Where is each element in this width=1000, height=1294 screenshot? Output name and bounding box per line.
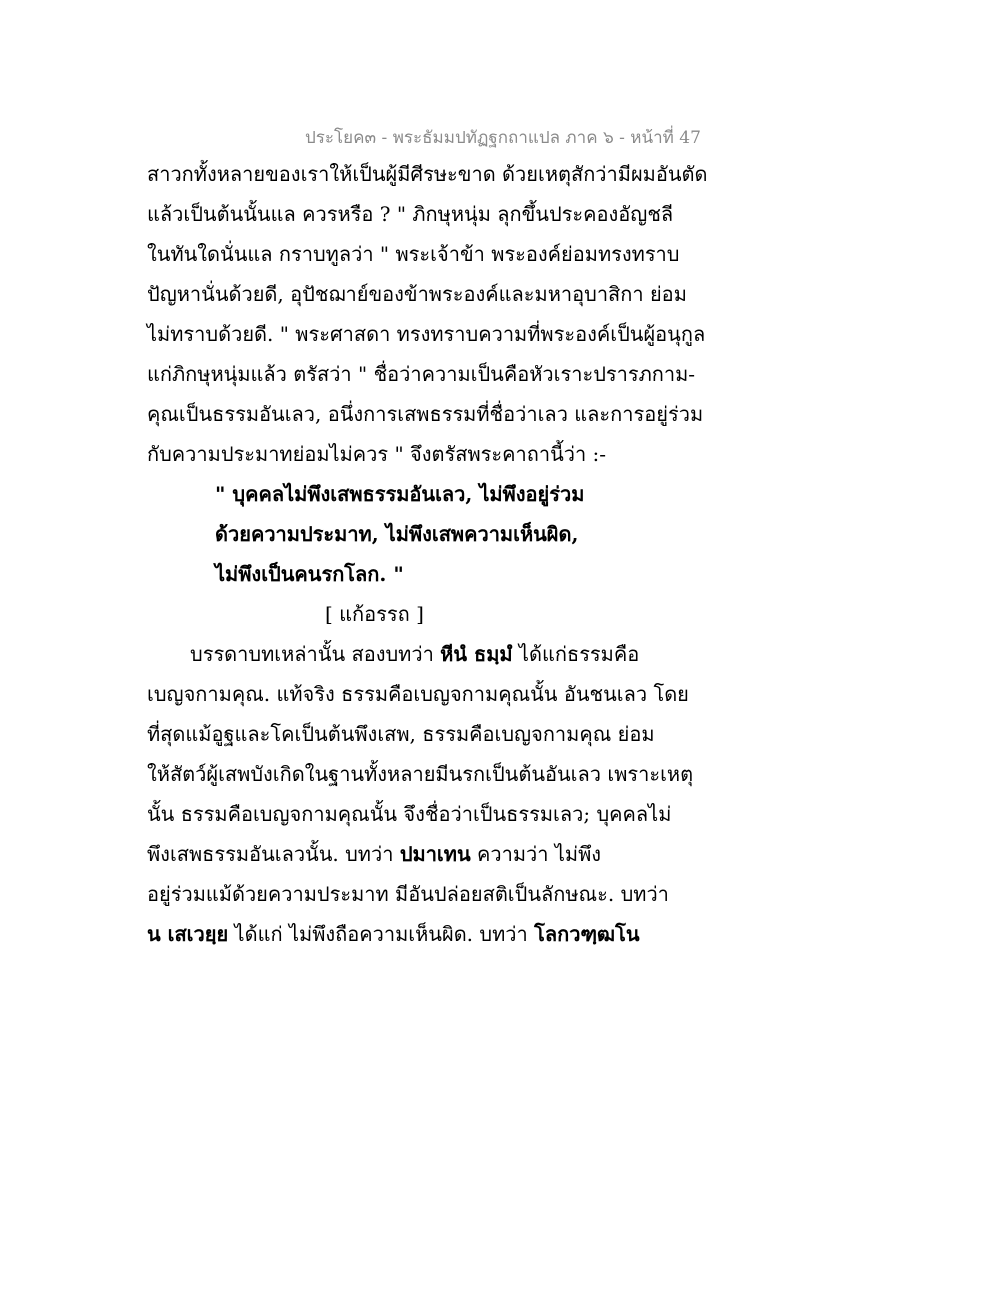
body-line xyxy=(147,840,601,868)
verse-line: ไม่พึงเป็นคนรกโลก. " xyxy=(215,562,404,586)
body-line: ไม่ทราบด้วยดี. " พระศาสดา ทรงทราบความที่พระองค์เป็นผู้อนุกูล xyxy=(147,322,706,346)
body-line: นั้น ธรรมคือเบญจกามคุณนั้น จึงชื่อว่าเป็นธรรมเลว; บุคคลไม่ xyxy=(147,802,672,826)
pali-term: หีนํ ธมฺมํ xyxy=(440,642,513,666)
body-line: ในทันใดนั่นแล กราบทูลว่า " พระเจ้าข้า พระองค์ย่อมทรงทราบ xyxy=(147,242,680,266)
pali-term: น เสเวยฺย xyxy=(147,922,229,946)
text-span: บรรดาบทเหล่านั้น สองบทว่า xyxy=(190,642,441,666)
body-line: ปัญหานั่นด้วยดี, อุปัชฌาย์ของข้าพระองค์และมหาอุบาสิกา ย่อม xyxy=(147,282,687,306)
body-line: แก่ภิกษุหนุ่มแล้ว ตรัสว่า " ชื่อว่าความเป็นคือหัวเราะปรารภกาม- xyxy=(147,362,696,386)
body-line: ให้สัตว์ผู้เสพบังเกิดในฐานทั้งหลายมีนรกเป็นต้นอันเลว เพราะเหตุ xyxy=(147,762,694,786)
body-line: คุณเป็นธรรมอันเลว, อนึ่งการเสพธรรมที่ชื่อว่าเลว และการอยู่ร่วม xyxy=(147,402,704,426)
body-line: ที่สุดแม้อูฐและโคเป็นต้นพึงเสพ, ธรรมคือเบญจกามคุณ ย่อม xyxy=(147,722,655,746)
section-heading: [ แก้อรรถ ] xyxy=(325,602,424,626)
body-line: อยู่ร่วมแม้ด้วยความประมาท มีอันปล่อยสติเป็นลักษณะ. บทว่า xyxy=(147,882,669,906)
body-line xyxy=(147,920,640,948)
body-line: แล้วเป็นต้นนั้นแล ควรหรือ ? " ภิกษุหนุ่ม ลุกขึ้นประคองอัญชลี xyxy=(147,202,674,226)
text-span: ได้แก่ ไม่พึงถือความเห็นผิด. บทว่า xyxy=(228,922,535,946)
body-line: สาวกทั้งหลายของเราให้เป็นผู้มีศีรษะขาด ด้วยเหตุสักว่ามีผมอันตัด xyxy=(147,162,708,186)
text-span: ได้แก่ธรรมคือ xyxy=(512,642,640,666)
pali-term: โลกวฑฺฒโน xyxy=(534,922,640,946)
body-line: กับความประมาทย่อมไม่ควร " จึงตรัสพระคาถานี้ว่า :- xyxy=(147,442,607,466)
text-span: พึงเสพธรรมอันเลวนั้น. บทว่า xyxy=(147,842,400,866)
verse-line: ด้วยความประมาท, ไม่พึงเสพความเห็นผิด, xyxy=(215,522,579,546)
body-line: เบญจกามคุณ. แท้จริง ธรรมคือเบญจกามคุณนั้น อันชนเลว โดย xyxy=(147,682,689,706)
text-span: ความว่า ไม่พึง xyxy=(470,842,602,866)
pali-term: ปมาเทน xyxy=(399,842,471,866)
page-header: ประโยค๓ - พระธัมมปทัฏฐกถาแปล ภาค ๖ - หน้าที่ 47 xyxy=(305,128,701,148)
body-line xyxy=(190,640,639,668)
verse-line: " บุคคลไม่พึงเสพธรรมอันเลว, ไม่พึงอยู่ร่วม xyxy=(215,482,585,506)
